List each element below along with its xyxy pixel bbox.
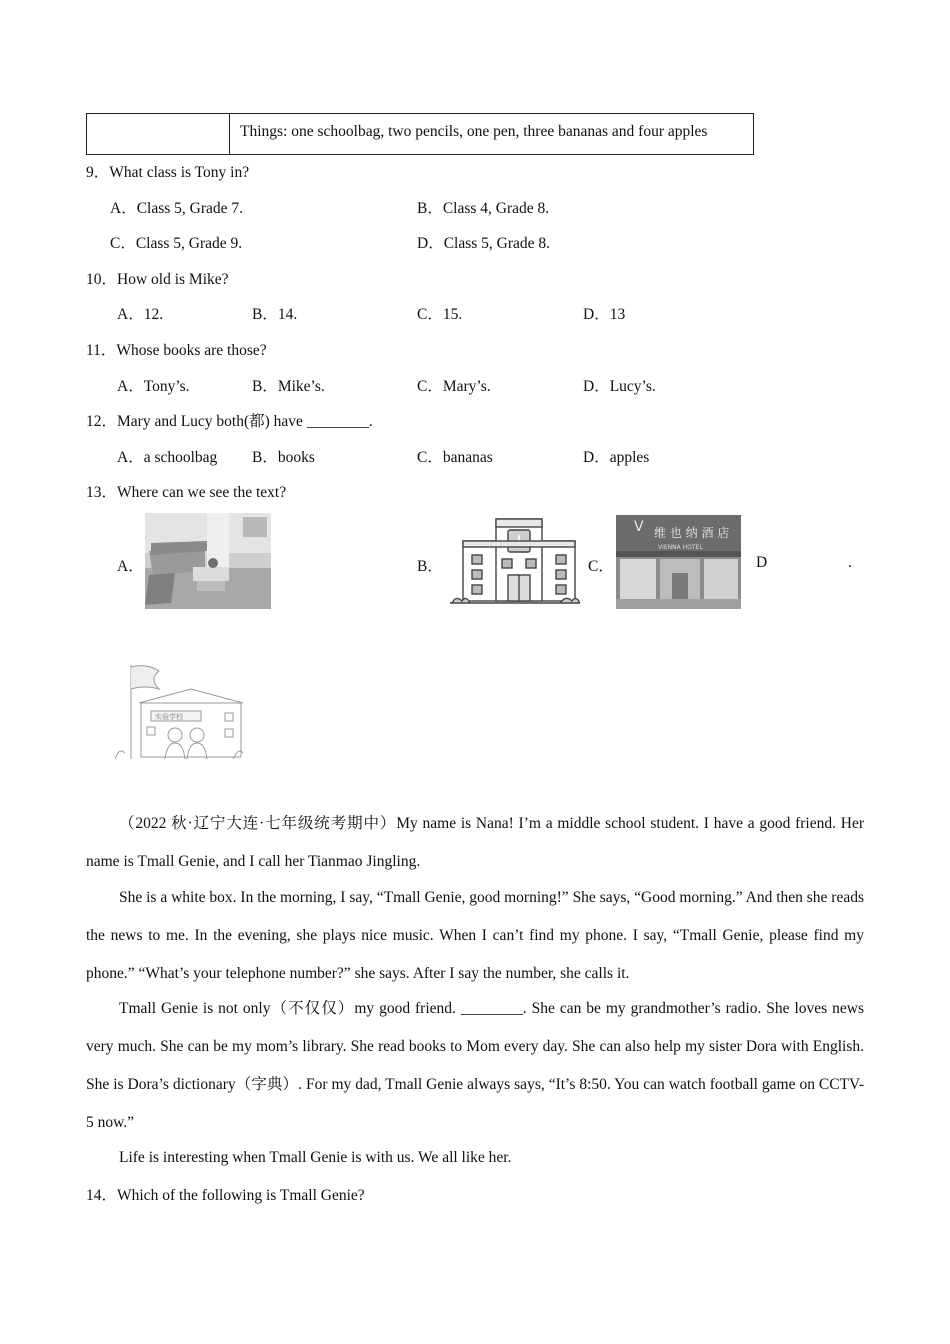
q10-stem: 10．How old is Mike? [86,271,229,288]
q13-stem: 13．Where can we see the text? [86,484,287,501]
hotel-sign-sub: VIENNA HOTEL [658,544,703,551]
svg-text:V: V [634,519,644,535]
table-cell-things: Things: one schoolbag, two pencils, one pen, three bananas and four apples [240,123,708,140]
q13-option-d-end: . [848,554,852,571]
q13-option-d[interactable]: D [756,554,768,571]
q14-stem: 14．Which of the following is Tmall Genie? [86,1187,365,1204]
q12-option-d[interactable]: D．apples [583,449,650,466]
table-divider [229,114,230,154]
school-sketch [115,663,243,761]
q12-option-a[interactable]: A．a schoolbag [117,449,218,466]
q11-option-a[interactable]: A．Tony’s. [117,378,190,395]
things-table-row [86,113,754,155]
passage-paragraph-2: She is a white box. In the morning, I say, “Tmall Genie, good morning!” She says, “Good morning.” And then she reads the news to me. In the evening, she plays nice music. When I can’t find my phone. I say, “Tmall Genie, please find my phone.” “What’s your telephone number?” she says. After I say the number, she calls it. [86,889,864,982]
q13-option-a[interactable]: A． [117,558,144,575]
hotel-sign-text: 维 也 纳 酒 店 [654,526,730,540]
q9-option-a[interactable]: A．Class 5, Grade 7. [110,200,244,217]
q9-stem: 9．What class is Tony in? [86,164,250,181]
q11-option-b[interactable]: B．Mike’s. [252,378,325,395]
q11-option-c[interactable]: C．Mary’s. [417,378,491,395]
q12-option-b[interactable]: B．books [252,449,315,466]
school-sign: 实验学校 [155,713,183,721]
q11-option-d[interactable]: D．Lucy’s. [583,378,656,395]
q9-option-c[interactable]: C．Class 5, Grade 9. [110,235,243,252]
q13-option-b[interactable]: B． [417,558,443,575]
q9-option-d[interactable]: D．Class 5, Grade 8. [417,235,551,252]
living-room-photo [145,513,271,609]
q10-option-d[interactable]: D．13 [583,306,626,323]
q13-option-c[interactable]: C． [588,558,614,575]
q12-stem: 12．Mary and Lucy both(都) have ________. [86,413,373,430]
q10-option-c[interactable]: C．15. [417,306,463,323]
hotel-photo [616,515,741,609]
q10-option-a[interactable]: A．12. [117,306,164,323]
passage-paragraph-4: Life is interesting when Tmall Genie is with us. We all like her. [119,1149,512,1166]
q12-option-c[interactable]: C．bananas [417,449,493,466]
q9-option-b[interactable]: B．Class 4, Grade 8. [417,200,550,217]
q11-stem: 11．Whose books are those? [86,342,267,359]
q10-option-b[interactable]: B．14. [252,306,298,323]
passage-paragraph-1: （2022 秋·辽宁大连·七年级统考期中）My name is Nana! I’m a middle school student. I have a good friend. Her name is Tmall Genie, and I call her Tianmao Jingling. [86,815,864,870]
passage-paragraph-3: Tmall Genie is not only（不仅仅）my good friend. ________. She can be my grandmother’s radio. She loves news very much. She can be my mom’s library. She read books to Mom every day. She can also help my sister Dora with English. She is Dora’s dictionary（字典）. For my dad, Tmall Genie always says, “It’s 8:50. You can watch football game on CCTV-5 now.” [86,1000,864,1131]
hospital-icon [450,515,580,607]
